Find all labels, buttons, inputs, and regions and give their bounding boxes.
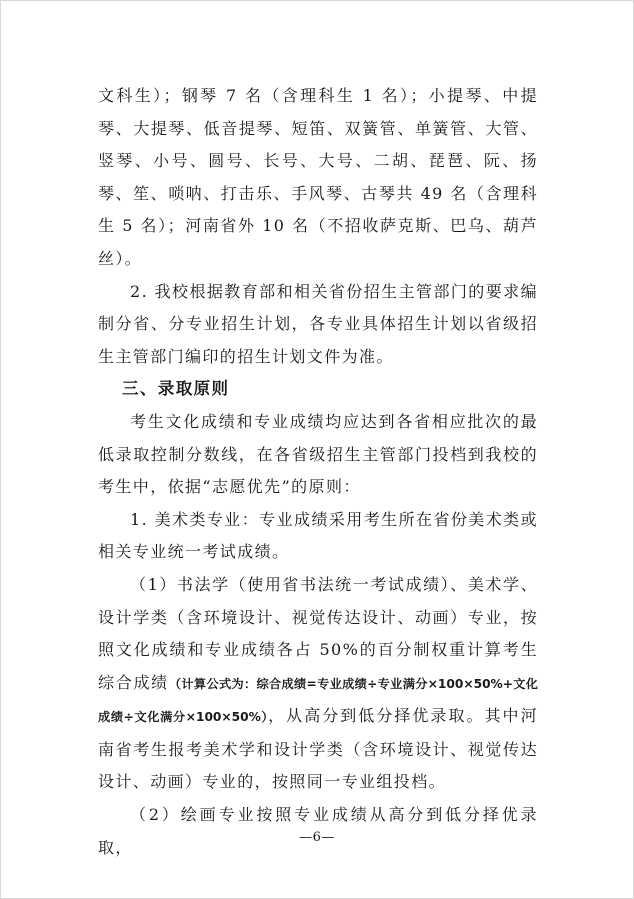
composite-score-formula: （计算公式为：综合成绩=专业成绩÷专业满分×100×50%+文化成绩÷文化满分×100×50%） <box>98 676 538 725</box>
document-body <box>98 80 538 864</box>
paragraph-admission-intro: 考生文化成绩和专业成绩均应达到各省相应批次的最低录取控制分数线，在各省级招生主管部门投档到我校的考生中，依据“志愿优先”的原则： <box>98 411 538 497</box>
calligraphy-lead-text: （1）书法学（使用省书法统一考试成绩）、美术学、设计学类（含环境设计、视觉传达设计、动画）专业，按照文化成绩和专业成绩各占 50%的百分制权重计算考生综合成绩 <box>98 574 538 692</box>
section-heading-admission-principles: 三、录取原则 <box>122 379 230 399</box>
calligraphy-tail-text: ，从高分到低分择优录取。其中河南省考生报考美术学和设计学类（含环境设计、视觉传达设计、动画）专业的，按照同一专业组投档。 <box>98 706 538 792</box>
paragraph-enrollment-plan: 2. 我校根据教育部和相关省份招生主管部门的要求编制分省、分专业招生计划，各专业具体招生计划以省级招生主管部门编印的招生计划文件为准。 <box>98 281 538 366</box>
paragraph-painting: （2）绘画专业按照专业成绩从高分到低分择优录取， <box>98 805 538 857</box>
paragraph-fine-arts: 1. 美术类专业：专业成绩采用考生所在省份美术类或相关专业统一考试成绩。 <box>98 509 538 562</box>
paragraph-quota-continued: 文科生）；钢琴 7 名（含理科生 1 名）；小提琴、中提琴、大提琴、低音提琴、短笛、双簧管、单簧管、大管、竖琴、小号、圆号、长号、大号、二胡、琵琶、阮、扬琴、笙、唢呐、打击乐、手风琴、古琴共 49 名（含理科生 5 名）；河南省外 10 名（不招收萨克斯、巴乌、葫芦丝）。 <box>98 86 538 268</box>
page-number: —6— <box>299 830 335 845</box>
paragraph-calligraphy-design <box>98 569 538 799</box>
